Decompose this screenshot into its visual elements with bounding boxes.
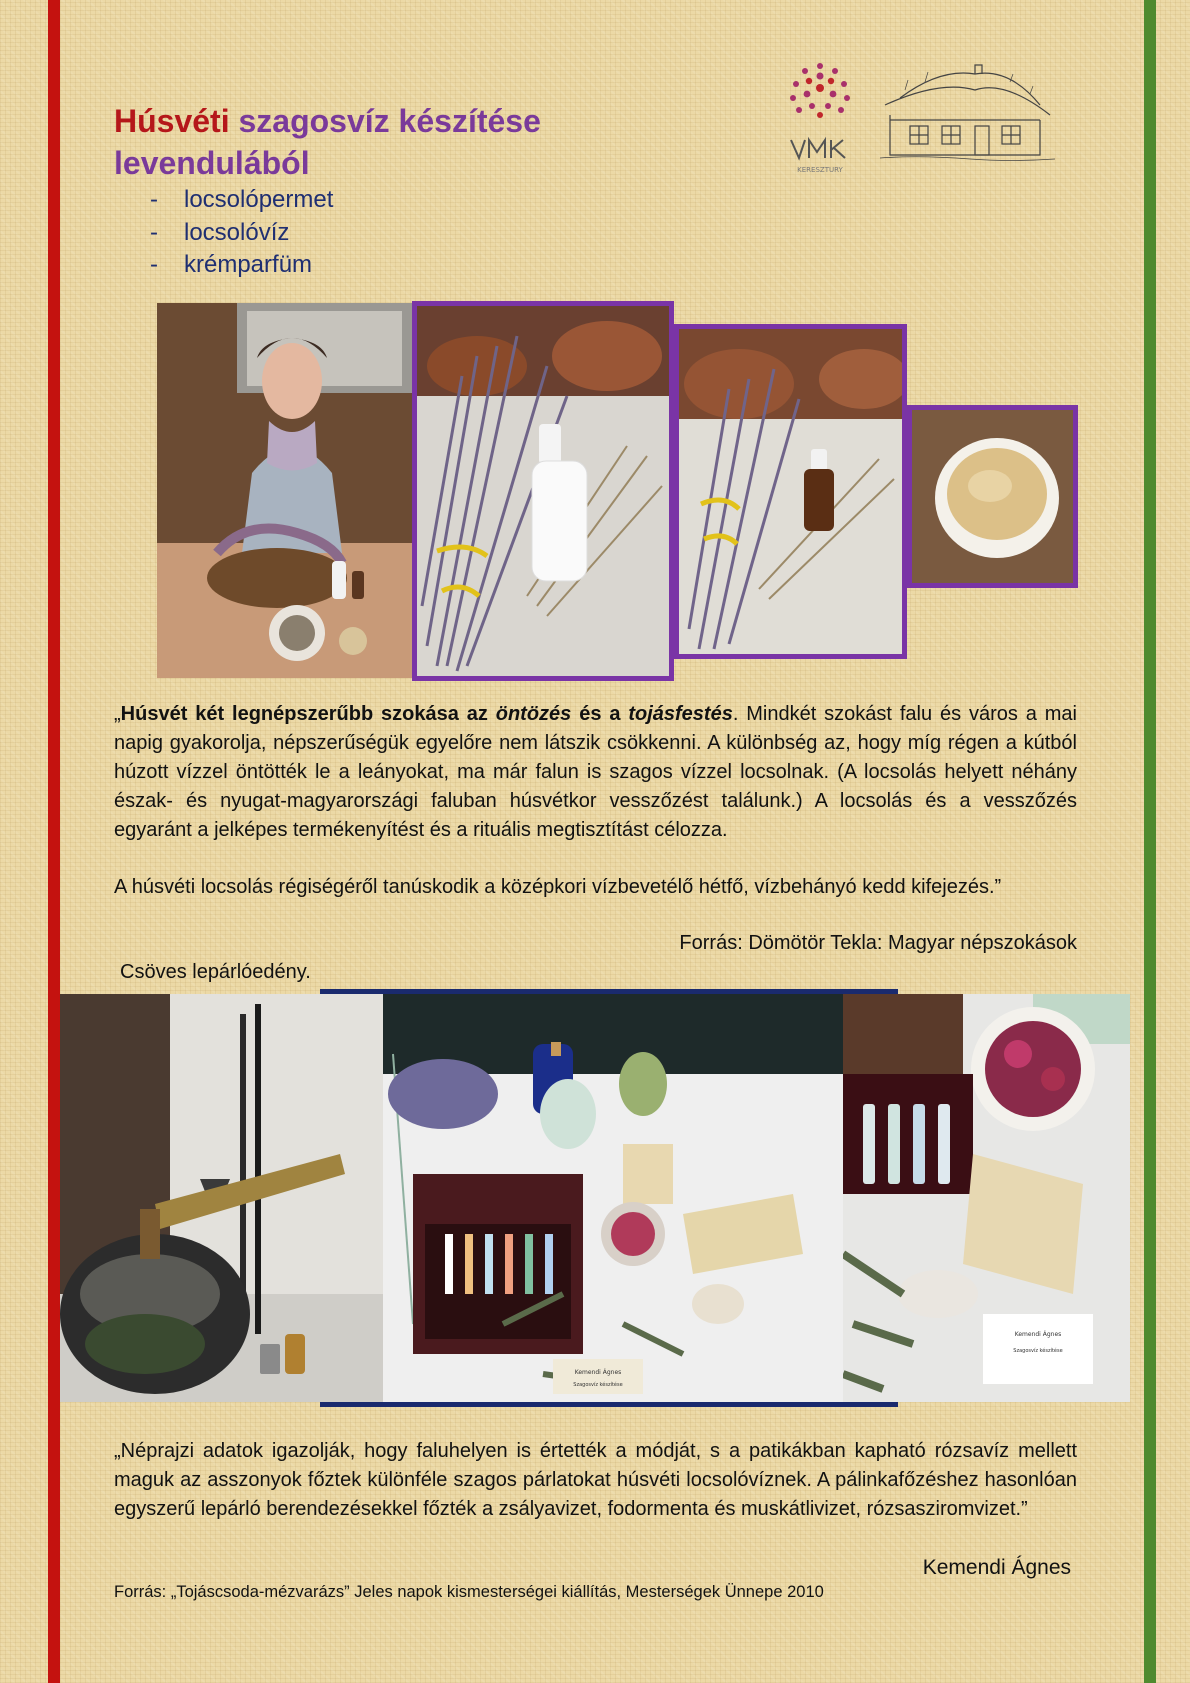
photo-caption: Csöves lepárlóedény. [120, 961, 311, 983]
footer-source: Forrás: „Tojáscsoda-mézvarázs” Jeles napok kismesterségei kiállítás, Mesterségek Ünnepe 2010 [114, 1583, 824, 1601]
gallery-bottom-bar [320, 1402, 898, 1407]
list-dash: - [150, 251, 158, 278]
title-purple-part: szagosvíz készítése [229, 103, 541, 139]
list-dash: - [150, 218, 158, 246]
woman-with-lavender-basket-photo [157, 303, 412, 678]
cream-perfume-jar-photo [907, 405, 1078, 588]
quote-open-mark: „ [114, 703, 121, 725]
distillation-apparatus-photo [60, 994, 383, 1402]
quote-ethnography: „Néprajzi adatok igazolják, hogy faluhelyen is értették a módját, s a patikákban kapható rózsavíz mellett maguk az asszonyok főztek különféle szagos párlatokat húsvéti locsolóvíznek. A pálinkafőzéshez hasonlóan egyszerű lepárló berendezésekkel főzték a zsályavizet, fodormenta és muskátlivizet, rózsasziromvizet.” [114, 1440, 1077, 1520]
quote-bold-italic-1: öntözés [495, 703, 572, 725]
title-red-word: Húsvéti [114, 103, 230, 139]
house-sketch-illustration [880, 60, 1055, 170]
list-item [150, 217, 333, 250]
list-item [150, 184, 333, 217]
logo-subtext: KERESZTURY [797, 166, 843, 174]
rose-petals-and-vials-photo [843, 994, 1130, 1402]
card-label: Kemendi Ágnes [1014, 1331, 1062, 1338]
list-item [150, 249, 333, 282]
card-label: Kemendi Ágnes [574, 1369, 622, 1376]
left-red-stripe [48, 0, 60, 1683]
vmk-logo [785, 60, 855, 175]
card-sublabel: Szagosvíz készítése [573, 1382, 623, 1388]
list-item-label: locsolóvíz [184, 218, 290, 246]
quote-author: Kemendi Ágnes [922, 1556, 1071, 1579]
list-item-label: krémparfüm [184, 251, 313, 278]
product-list [150, 184, 333, 282]
right-green-stripe [1144, 0, 1156, 1683]
list-item-label: locsolópermet [184, 186, 334, 213]
herbs-and-bottles-display-photo [383, 994, 843, 1402]
quote-body: . Mindkét szokást falu és város a mai napig gyakorolja, népszerűségük egyelőre nem látszik csökkenni. A különbség az, hogy míg régen a kútból húzott vízzel öntötték le a leányokat, ma már falun is szagos vízzel locsolnak. (A locsolás helyett néhány észak- és nyugat-magyarországi faluban húsvétkor vesszőzést találunk.) A locsolás és a vesszőzés egyaránt a jelképes termékenyítést és a rituális megtisztítást célozza. [114, 703, 1077, 841]
page-title [114, 100, 541, 184]
lavender-spray-bottle-photo [412, 301, 674, 681]
title-purple-line2: levendulából [114, 145, 310, 181]
card-sublabel: Szagosvíz készítése [1013, 1348, 1063, 1354]
quote-source: Forrás: Dömötör Tekla: Magyar népszokások [679, 932, 1077, 954]
quote-bold-italic-2: tojásfestés [628, 703, 733, 725]
quote-tradition [114, 700, 1077, 845]
quote-second-paragraph: A húsvéti locsolás régiségéről tanúskodik a középkori vízbevetélő hétfő, vízbehányó kedd kifejezés.” [114, 876, 1002, 898]
lavender-dropper-bottle-photo [674, 324, 907, 659]
quote-bold-2: és a [571, 703, 629, 725]
quote-bold-1: Húsvét két legnépszerűbb szokása az [120, 703, 496, 725]
list-dash: - [150, 186, 158, 213]
